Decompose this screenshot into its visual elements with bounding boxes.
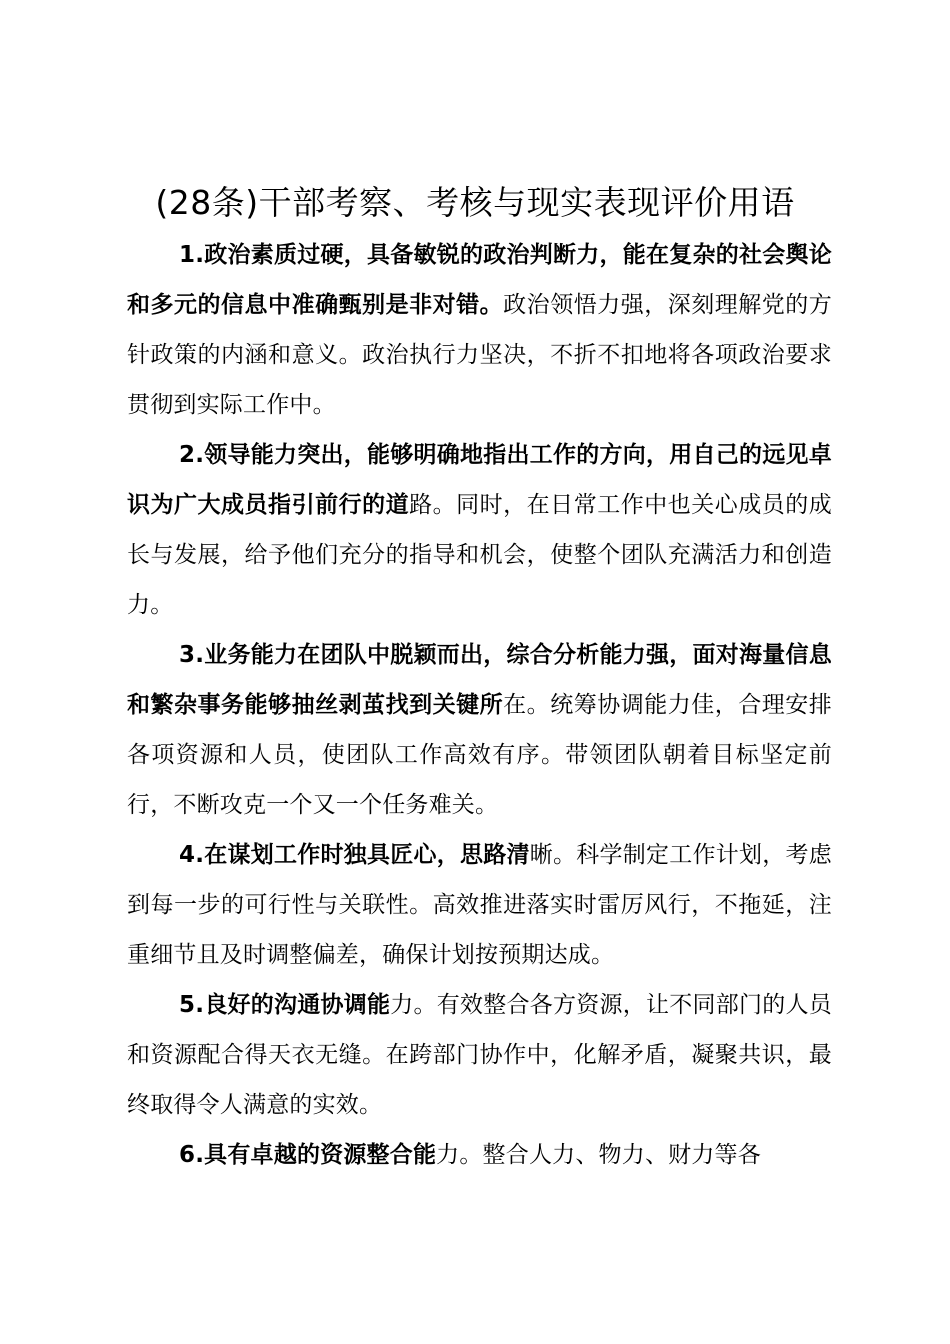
- paragraph-2: [127, 430, 832, 630]
- paragraph-1: [127, 230, 832, 430]
- paragraph-6: [127, 1130, 832, 1180]
- paragraph-4: [127, 830, 832, 980]
- document-body: [127, 230, 832, 1180]
- paragraph-2-text: 路。同时，在日常工作中也关心成员的成长与发展，给予他们充分的指导和机会，使整个团队充满活力和创造力。: [127, 492, 832, 618]
- paragraph-3-lead: 3.业务能力在团队中脱颖而出，综合分析能力强，面对海量信息和繁杂事务能够抽丝剥茧找到关键所: [127, 642, 832, 718]
- paragraph-5: [127, 980, 832, 1130]
- paragraph-1-text: 政治领悟力强，深刻理解党的方针政策的内涵和意义。政治执行力坚决，不折不扣地将各项政治要求贯彻到实际工作中。: [127, 292, 832, 418]
- paragraph-2-lead: 2.领导能力突出，能够明确地指出工作的方向，用自己的远见卓识为广大成员指引前行的道: [127, 442, 832, 518]
- paragraph-5-lead: 5.良好的沟通协调能: [179, 992, 391, 1018]
- paragraph-4-lead: 4.在谋划工作时独具匠心，思路清: [179, 842, 530, 868]
- paragraph-5-text: 力。有效整合各方资源，让不同部门的人员和资源配合得天衣无缝。在跨部门协作中，化解矛盾，凝聚共识，最终取得令人满意的实效。: [127, 992, 832, 1118]
- document-title: (28条)干部考察、考核与现实表现评价用语: [155, 183, 795, 222]
- paragraph-1-lead: 1.政治素质过硬，具备敏锐的政治判断力，能在复杂的社会舆论和多元的信息中准确甄别是非对错。: [127, 242, 832, 318]
- paragraph-6-lead: 6.具有卓越的资源整合能: [179, 1142, 437, 1168]
- paragraph-4-text: 晰。科学制定工作计划，考虑到每一步的可行性与关联性。高效推进落实时雷厉风行，不拖延，注重细节且及时调整偏差，确保计划按预期达成。: [127, 842, 832, 968]
- paragraph-3-text: 在。统筹协调能力佳，合理安排各项资源和人员，使团队工作高效有序。带领团队朝着目标坚定前行，不断攻克一个又一个任务难关。: [127, 692, 832, 818]
- paragraph-6-text: 力。整合人力、物力、财力等各: [436, 1142, 761, 1168]
- paragraph-3: [127, 630, 832, 830]
